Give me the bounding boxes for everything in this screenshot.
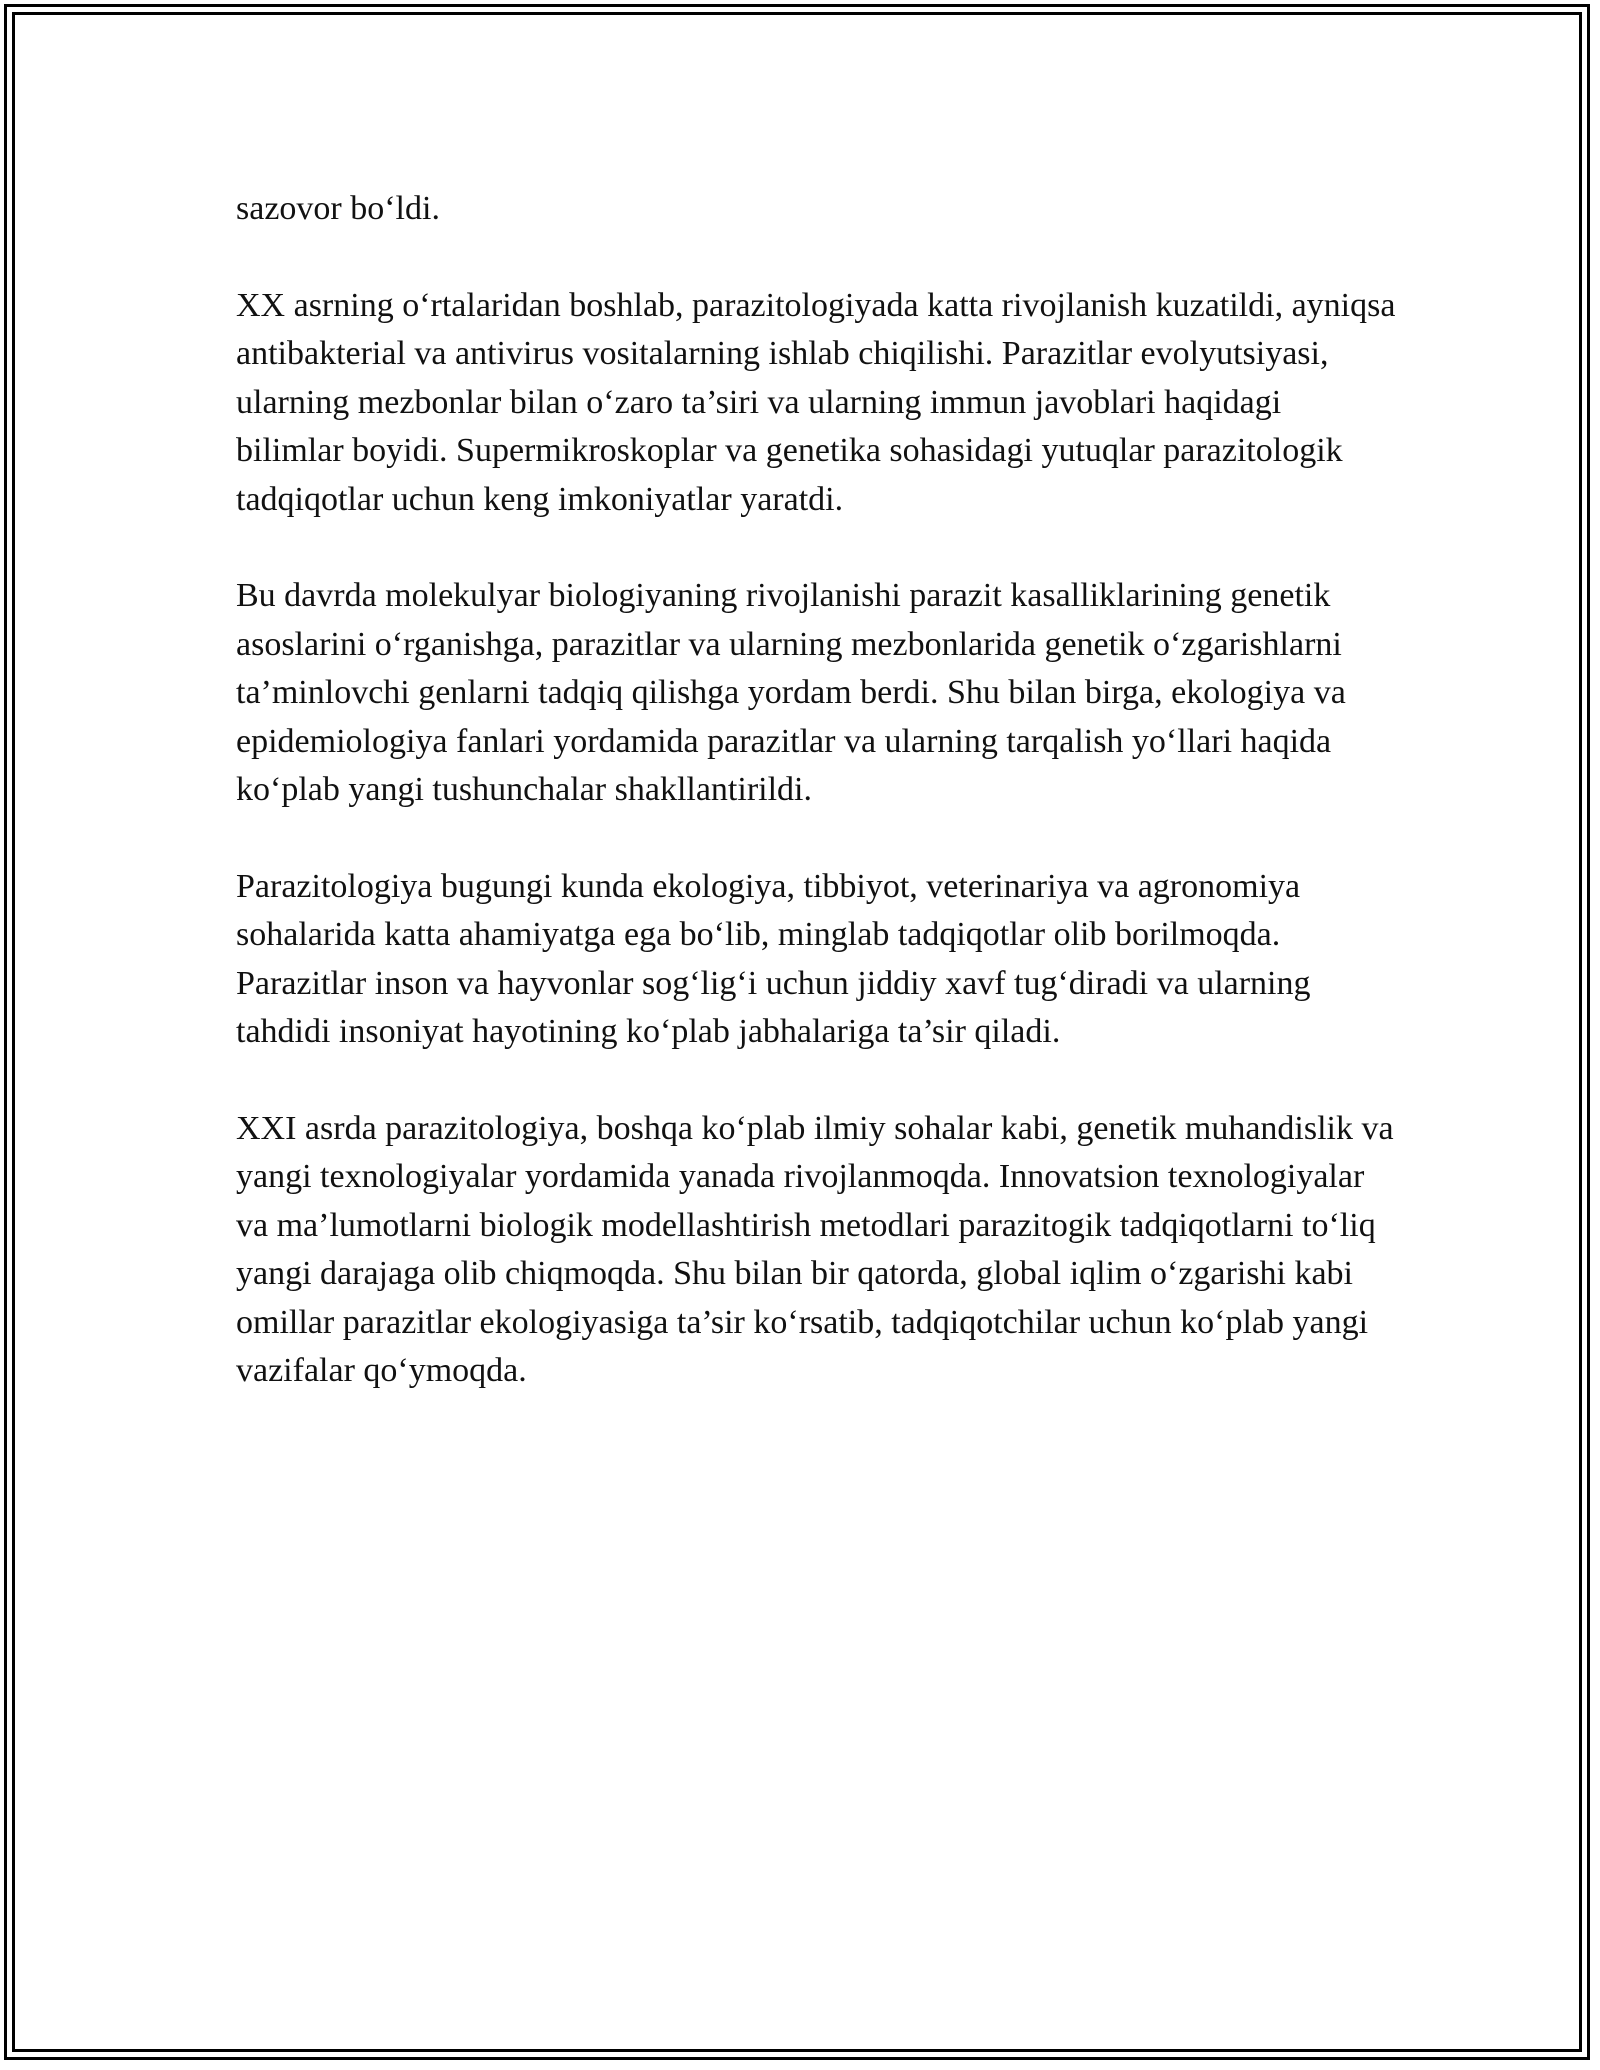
paragraph-4: Parazitologiya bugungi kunda ekologiya, tibbiyot, veterinariya va agronomiya sohalarida katta ahamiyatga ega bo‘lib, minglab tadqiqotlar olib borilmoqda. Parazitlar inson va hayvonlar sog‘lig‘i uchun jiddiy xavf tug‘diradi va ularning tahdidi insoniyat hayotining ko‘plab jabhalariga ta’sir qiladi. [236,867,1311,1050]
document-body [236,185,1396,1444]
paragraph-3: Bu davrda molekulyar biologiyaning rivojlanishi parazit kasalliklarining genetik asoslarini o‘rganishga, parazitlar va ularning mezbonlarida genetik o‘zgarishlarni ta’minlovchi genlarni tadqiq qilishga yordam berdi. Shu bilan birga, ekologiya va epidemiologiya fanlari yordamida parazitlar va ularning tarqalish yo‘llari haqida ko‘plab yangi tushunchalar shakllantirildi. [236,577,1346,808]
paragraph-5: XXI asrda parazitologiya, boshqa ko‘plab ilmiy sohalar kabi, genetik muhandislik va yangi texnologiyalar yordamida yanada rivojlanmoqda. Innovatsion texnologiyalar va ma’lumotlarni biologik modellashtirish metodlari parazitogik tadqiqotlarni to‘liq yangi darajaga olib chiqmoqda. Shu bilan bir qatorda, global iqlim o‘zgarishi kabi omillar parazitlar ekologiyasiga ta’sir ko‘rsatib, tadqiqotchilar uchun ko‘plab yangi vazifalar qo‘ymoqda. [236,1109,1394,1389]
paragraph-1: sazovor bo‘ldi. [236,190,440,227]
paragraph-2: XX asrning o‘rtalaridan boshlab, parazitologiyada katta rivojlanish kuzatildi, ayniqsa antibakterial va antivirus vositalarning ishlab chiqilishi. Parazitlar evolyutsiyasi, ularning mezbonlar bilan o‘zaro ta’siri va ularning immun javoblari haqidagi bilimlar boyidi. Supermikroskoplar va genetika sohasidagi yutuqlar parazitologik tadqiqotlar uchun keng imkoniyatlar yaratdi. [236,286,1396,518]
